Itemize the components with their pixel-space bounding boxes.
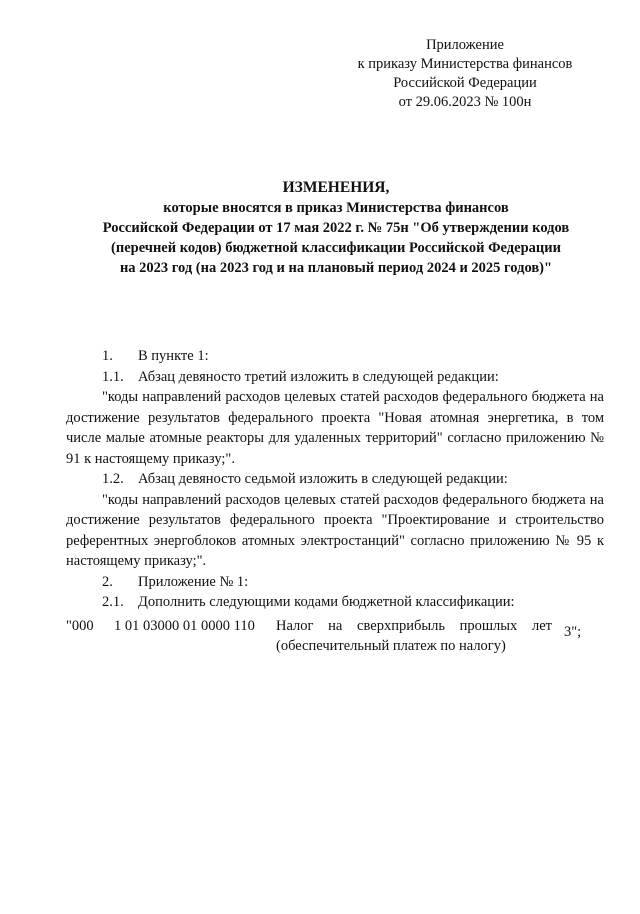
code-rate: 3"; [564,624,582,640]
item-2-1 [66,592,604,613]
item-text: Приложение № 1: [138,573,249,590]
title-line: которые вносятся в приказ Министерства финансов [163,200,509,216]
title-line: Российской Федерации от 17 мая 2022 г. № 75н "Об утверждении кодов [102,220,570,236]
title-line: (перечней кодов) бюджетной классификации Российской Федерации [111,240,561,256]
item-number: 1.2. [102,471,124,487]
item-number: 2. [102,573,113,590]
appendix-line: Приложение [426,37,504,53]
item-1-1 [66,367,604,388]
document-body [66,346,604,613]
title-heading: ИЗМЕНЕНИЯ, [282,179,390,196]
code-name: Налог на сверхприбыль прошлых лет (обеспечительный платеж по налогу) [276,618,552,654]
item-1-2 [66,469,604,490]
appendix-header [340,36,590,112]
item-1-1-quote: "коды направлений расходов целевых статей расходов федерального бюджета на достижение результатов федерального проекта "Новая атомная энергетика, в том числе малые атомные реакторы для удаленных территорий" согласно приложению № 91 к настоящему приказу;". [66,389,604,467]
item-number: 1.1. [102,368,124,385]
appendix-date-number: от 29.06.2023 № 100н [398,94,532,110]
item-text: Дополнить следующими кодами бюджетной классификации: [138,594,515,610]
item-1 [66,346,604,367]
item-1-2-quote: "коды направлений расходов целевых статей расходов федерального бюджета на достижение результатов федерального проекта "Проектирование и строительство референтных энергоблоков атомных электростанций" согласно приложению № 95 к настоящему приказу;". [66,491,604,569]
item-number: 2.1. [102,594,124,610]
title-line: на 2023 год (на 2023 год и на плановый период 2024 и 2025 годов)" [119,260,553,276]
admin-code: "000 [66,618,94,634]
item-text: Абзац девяносто седьмой изложить в следующей редакции: [138,471,508,487]
appendix-line: к приказу Министерства финансов [357,56,573,72]
item-2 [66,572,604,593]
appendix-line: Российской Федерации [393,75,537,91]
item-text: Абзац девяносто третий изложить в следующей редакции: [138,368,499,385]
item-text: В пункте 1: [138,348,209,364]
item-number: 1. [102,348,113,364]
document-title [66,178,606,278]
budget-code-row [66,616,606,660]
budget-code: 1 01 03000 01 0000 110 [114,618,255,634]
